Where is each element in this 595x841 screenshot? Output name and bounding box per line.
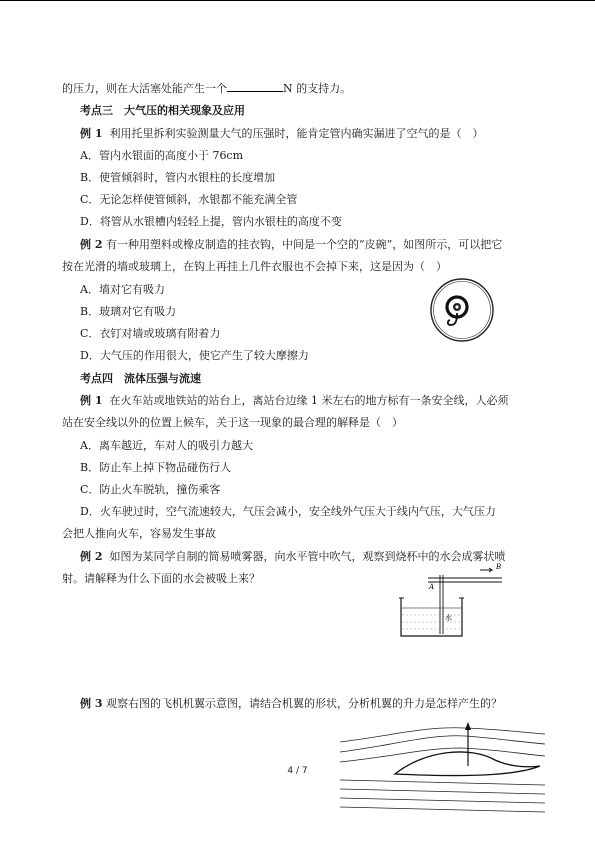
s4-ex1-option-a: A．离车越近，车对人的吸引力越大	[80, 439, 253, 452]
section-4-title: 考点四 流体压强与流速	[80, 372, 201, 385]
sprayer-figure	[396, 560, 522, 642]
s4-ex1-option-c: C．防止火车脱轨，撞伤乘客	[80, 483, 221, 496]
page-number: 4 / 7	[287, 766, 308, 776]
section-3-title: 考点三 大气压的相关现象及应用	[80, 104, 245, 117]
s4-ex1-option-d-cont: 会把人推向火车，容易发生事故	[62, 527, 216, 540]
s3-ex2-option-c: C．衣钉对墙或玻璃有附着力	[80, 327, 221, 340]
s3-ex1-stem: 例 1 利用托里拆利实验测量大气的压强时，能肯定管内确实漏进了空气的是（ ）	[80, 127, 484, 140]
intro-line: 的压力，则在大活塞处能产生一个 N 的支持力。	[62, 82, 352, 95]
s4-ex2-stem-2: 射。请解释为什么下面的水会被吸上来？	[62, 572, 260, 585]
s3-ex1-option-c: C．无论怎样使管倾斜，水银都不能充满全管	[80, 193, 298, 206]
s3-ex2-stem-2: 按在光滑的墙或玻璃上，在钩上再挂上几件衣服也不会掉下来，这是因为（ ）	[62, 260, 447, 273]
answer-blank	[227, 80, 283, 92]
s3-ex2-option-a: A．墙对它有吸力	[80, 283, 165, 296]
suction-hook-figure	[428, 276, 496, 344]
s3-ex1-option-d: D．将管从水银槽内轻轻上提，管内水银柱的高度不变	[80, 215, 342, 228]
header-rule	[0, 0, 595, 1]
s4-ex1-stem-1: 例 1 在火车站或地铁站的站台上，离站台边缘 1 米左右的地方标有一条安全线，人必须	[80, 394, 509, 407]
s3-ex1-option-a: A．管内水银面的高度小于 76cm	[80, 149, 244, 162]
s3-ex2-option-d: D．大气压的作用很大，使它产生了较大摩擦力	[80, 349, 309, 362]
s3-ex1-option-b: B．使管倾斜时，管内水银柱的长度增加	[80, 171, 276, 184]
label-a: A	[429, 583, 435, 591]
s4-ex2-stem-1: 例 2 如图为某同学自制的简易喷雾器，向水平管中吹气，观察到烧杯中的水会成雾状喷	[80, 550, 506, 563]
label-water: 水	[445, 614, 452, 622]
s3-ex2-stem-1: 例 2 有一种用塑料或橡皮制造的挂衣钩，中间是一个空的“皮碗”，如图所示，可以把它	[80, 238, 503, 251]
s4-ex1-stem-2: 站在安全线以外的位置上候车，关于这一现象的最合理的解释是（ ）	[62, 416, 403, 429]
s4-ex3-stem: 例 3 观察右图的飞机机翼示意图，请结合机翼的形状，分析机翼的升力是怎样产生的？	[80, 697, 502, 710]
label-b: B	[496, 563, 502, 571]
s4-ex1-option-b: B．防止车上掉下物品碰伤行人	[80, 461, 232, 474]
s4-ex1-option-d: D．火车驶过时，空气流速较大，气压会减小，安全线外气压大于线内气压，大气压力	[80, 505, 496, 518]
s3-ex2-option-b: B．玻璃对它有吸力	[80, 305, 177, 318]
